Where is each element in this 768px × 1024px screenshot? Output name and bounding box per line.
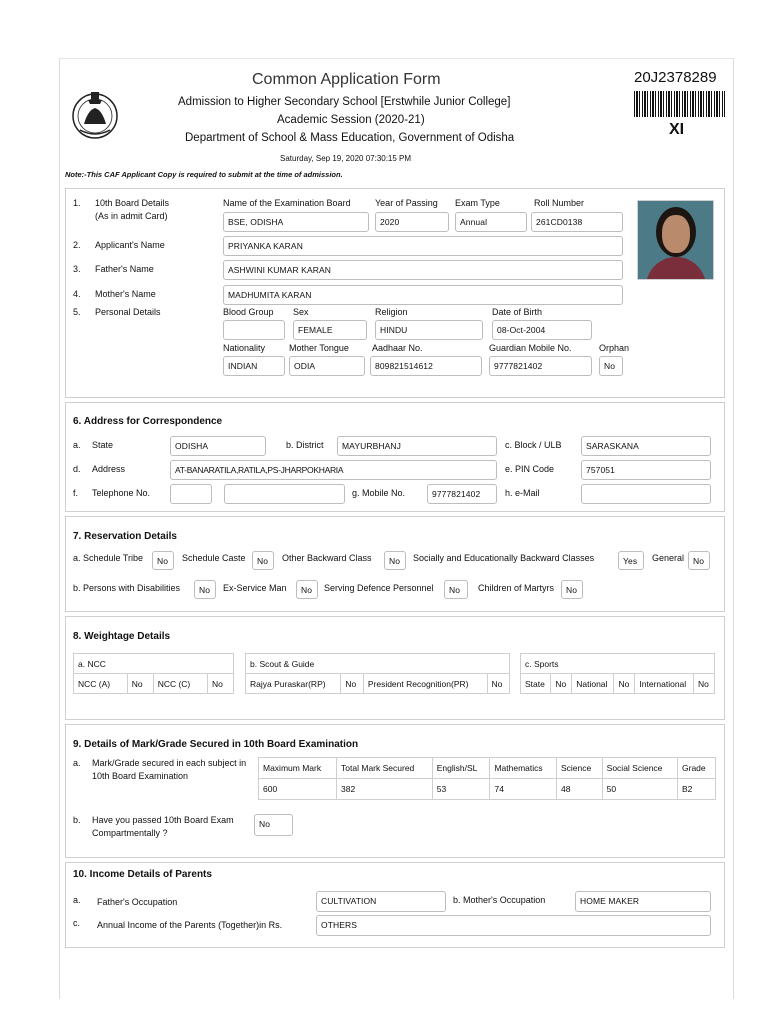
pr-label: President Recognition(PR) — [363, 674, 487, 694]
marks-value-cell: B2 — [678, 779, 716, 800]
sports-state-value: No — [551, 674, 572, 694]
marks-header-cell: Social Science — [602, 758, 677, 779]
income-field[interactable]: OTHERS — [316, 915, 711, 936]
mother-occupation-field[interactable]: HOME MAKER — [575, 891, 711, 912]
weightage-section-title: 8. Weightage Details — [73, 631, 171, 642]
ncc-table — [73, 653, 234, 694]
sdp-label: Serving Defence Personnel — [324, 583, 434, 593]
father-occupation-field[interactable]: CULTIVATION — [316, 891, 446, 912]
ncc-c-value: No — [208, 674, 234, 694]
mother-name-label: Mother's Name — [95, 289, 156, 299]
year-header: Year of Passing — [375, 198, 438, 208]
st-label: a. Schedule Tribe — [73, 553, 144, 563]
religion-header: Religion — [375, 307, 408, 317]
income-label: Annual Income of the Parents (Together)in Rs. — [97, 920, 283, 930]
income-section-title: 10. Income Details of Parents — [73, 869, 212, 880]
block-label: c. Block / ULB — [505, 440, 562, 450]
row-letter: a. — [73, 758, 81, 768]
esm-field[interactable]: No — [296, 580, 318, 599]
guardian-mobile-header: Guardian Mobile No. — [489, 343, 572, 353]
dob-header: Date of Birth — [492, 307, 543, 317]
ncc-a-value: No — [127, 674, 153, 694]
exam-type-header: Exam Type — [455, 198, 500, 208]
sex-header: Sex — [293, 307, 309, 317]
guardian-mobile-field[interactable]: 9777821402 — [489, 356, 592, 376]
row-num: 3. — [73, 264, 81, 274]
reservation-section-title: 7. Reservation Details — [73, 531, 177, 542]
address-section-title: 6. Address for Correspondence — [73, 416, 223, 427]
sports-header: c. Sports — [521, 654, 715, 674]
st-field[interactable]: No — [152, 551, 174, 570]
dob-field[interactable]: 08-Oct-2004 — [492, 320, 592, 340]
row-letter: d. — [73, 464, 81, 474]
sports-intl-value: No — [694, 674, 715, 694]
com-field[interactable]: No — [561, 580, 583, 599]
row-letter: b. — [73, 815, 81, 825]
mobile-field[interactable]: 9777821402 — [427, 484, 497, 504]
marks-value-cell: 74 — [490, 779, 557, 800]
state-label: State — [92, 440, 114, 450]
district-field[interactable]: MAYURBHANJ — [337, 436, 497, 456]
father-name-label: Father's Name — [95, 264, 154, 274]
marks-header-cell: Maximum Mark — [259, 758, 337, 779]
row-num: 5. — [73, 307, 81, 317]
board-details-label: 10th Board Details — [95, 198, 170, 208]
marks-label-1: Mark/Grade secured in each subject in — [92, 758, 247, 768]
telephone-label: Telephone No. — [92, 488, 151, 498]
sebc-field[interactable]: Yes — [618, 551, 644, 570]
header-line-3: Department of School & Mass Education, Government of Odisha — [185, 132, 515, 144]
note-text: Note:-This CAF Applicant Copy is required to submit at the time of admission. — [65, 170, 343, 179]
general-field[interactable]: No — [688, 551, 710, 570]
marks-value-cell: 600 — [259, 779, 337, 800]
applicant-name-label: Applicant's Name — [95, 240, 165, 250]
email-field[interactable] — [581, 484, 711, 504]
personal-details-label: Personal Details — [95, 307, 161, 317]
nationality-field[interactable]: INDIAN — [223, 356, 285, 376]
applicant-name-field[interactable]: PRIYANKA KARAN — [223, 236, 623, 256]
pin-label: e. PIN Code — [505, 464, 555, 474]
marks-section-title: 9. Details of Mark/Grade Secured in 10th Board Examination — [73, 739, 359, 750]
father-occupation-label: Father's Occupation — [97, 897, 178, 907]
row-letter: f. — [73, 488, 79, 498]
odisha-emblem-icon — [70, 86, 120, 144]
address-field[interactable]: AT-BANARATILA,RATILA,PS-JHARPOKHARIA — [170, 460, 497, 480]
sc-field[interactable]: No — [252, 551, 274, 570]
aadhaar-field[interactable]: 809821514612 — [370, 356, 482, 376]
mother-tongue-header: Mother Tongue — [289, 343, 349, 353]
marks-header-cell: Grade — [678, 758, 716, 779]
row-num: 4. — [73, 289, 81, 299]
ncc-a-label: NCC (A) — [74, 674, 128, 694]
aadhaar-header: Aadhaar No. — [372, 343, 423, 353]
mother-name-field[interactable]: MADHUMITA KARAN — [223, 285, 623, 305]
telephone-field[interactable] — [224, 484, 345, 504]
compartment-field[interactable]: No — [254, 814, 293, 836]
sdp-field[interactable]: No — [444, 580, 468, 599]
exam-board-field[interactable]: BSE, ODISHA — [223, 212, 369, 232]
marks-header-cell: Mathematics — [490, 758, 557, 779]
row-letter: a. — [73, 895, 81, 905]
orphan-header: Orphan — [599, 343, 630, 353]
application-number: 20J2378289 — [634, 69, 717, 86]
marks-value-cell: 48 — [557, 779, 603, 800]
exam-board-header: Name of the Examination Board — [223, 198, 351, 208]
pwd-field[interactable]: No — [194, 580, 216, 599]
state-field[interactable]: ODISHA — [170, 436, 266, 456]
sc-label: Schedule Caste — [182, 553, 246, 563]
blood-group-header: Blood Group — [223, 307, 274, 317]
marks-label-2: 10th Board Examination — [92, 771, 189, 781]
pr-value: No — [487, 674, 509, 694]
ncc-c-label: NCC (C) — [153, 674, 207, 694]
pin-field[interactable]: 757051 — [581, 460, 711, 480]
obc-field[interactable]: No — [384, 551, 406, 570]
rp-value: No — [341, 674, 363, 694]
mother-tongue-field[interactable]: ODIA — [289, 356, 365, 376]
district-label: b. District — [286, 440, 324, 450]
year-field[interactable]: 2020 — [375, 212, 449, 232]
marks-value-cell: 50 — [602, 779, 677, 800]
mother-occupation-label: b. Mother's Occupation — [453, 895, 546, 905]
religion-field[interactable]: HINDU — [375, 320, 483, 340]
rp-label: Rajya Puraskar(RP) — [246, 674, 341, 694]
class-label: XI — [669, 121, 685, 138]
block-field[interactable]: SARASKANA — [581, 436, 711, 456]
sex-field[interactable]: FEMALE — [293, 320, 367, 340]
marks-header-cell: English/SL — [432, 758, 490, 779]
blood-group-field[interactable] — [223, 320, 285, 340]
telephone-std-field[interactable] — [170, 484, 212, 504]
header-line-2: Academic Session (2020-21) — [277, 114, 425, 126]
father-name-field[interactable]: ASHWINI KUMAR KARAN — [223, 260, 623, 280]
marks-table — [258, 757, 716, 800]
obc-label: Other Backward Class — [282, 553, 372, 563]
row-num: 2. — [73, 240, 81, 250]
orphan-field[interactable]: No — [599, 356, 623, 376]
applicant-photo — [637, 200, 714, 280]
marks-header-cell: Total Mark Secured — [337, 758, 433, 779]
row-num: 1. — [73, 198, 81, 208]
esm-label: Ex-Service Man — [223, 583, 287, 593]
scout-table — [245, 653, 510, 694]
ncc-header: a. NCC — [74, 654, 234, 674]
nationality-header: Nationality — [223, 343, 266, 353]
email-label: h. e-Mail — [505, 488, 540, 498]
sports-national-label: National — [572, 674, 614, 694]
marks-value-cell: 53 — [432, 779, 490, 800]
sports-intl-label: International — [635, 674, 694, 694]
header-line-1: Admission to Higher Secondary School [Erstwhile Junior College] — [178, 96, 511, 108]
marks-header-cell: Science — [557, 758, 603, 779]
row-letter: c. — [73, 918, 81, 928]
address-label: Address — [92, 464, 126, 474]
compartment-label-1: Have you passed 10th Board Exam — [92, 815, 234, 825]
marks-value-cell: 382 — [337, 779, 433, 800]
pwd-label: b. Persons with Disabilities — [73, 583, 181, 593]
sports-state-label: State — [521, 674, 551, 694]
mobile-label: g. Mobile No. — [352, 488, 406, 498]
board-details-sub: (As in admit Card) — [95, 211, 168, 221]
barcode-icon — [634, 91, 725, 117]
form-title: Common Application Form — [252, 71, 441, 88]
exam-type-field[interactable]: Annual — [455, 212, 527, 232]
sebc-label: Socially and Educationally Backward Classes — [413, 553, 595, 563]
sports-national-value: No — [614, 674, 635, 694]
com-label: Children of Martyrs — [478, 583, 555, 593]
header-datetime: Saturday, Sep 19, 2020 07:30:15 PM — [280, 154, 412, 163]
compartment-label-2: Compartmentally ? — [92, 828, 168, 838]
general-label: General — [652, 553, 685, 563]
scout-header: b. Scout & Guide — [246, 654, 510, 674]
sports-table — [520, 653, 715, 694]
roll-header: Roll Number — [534, 198, 585, 208]
row-letter: a. — [73, 440, 81, 450]
roll-field[interactable]: 261CD0138 — [531, 212, 623, 232]
